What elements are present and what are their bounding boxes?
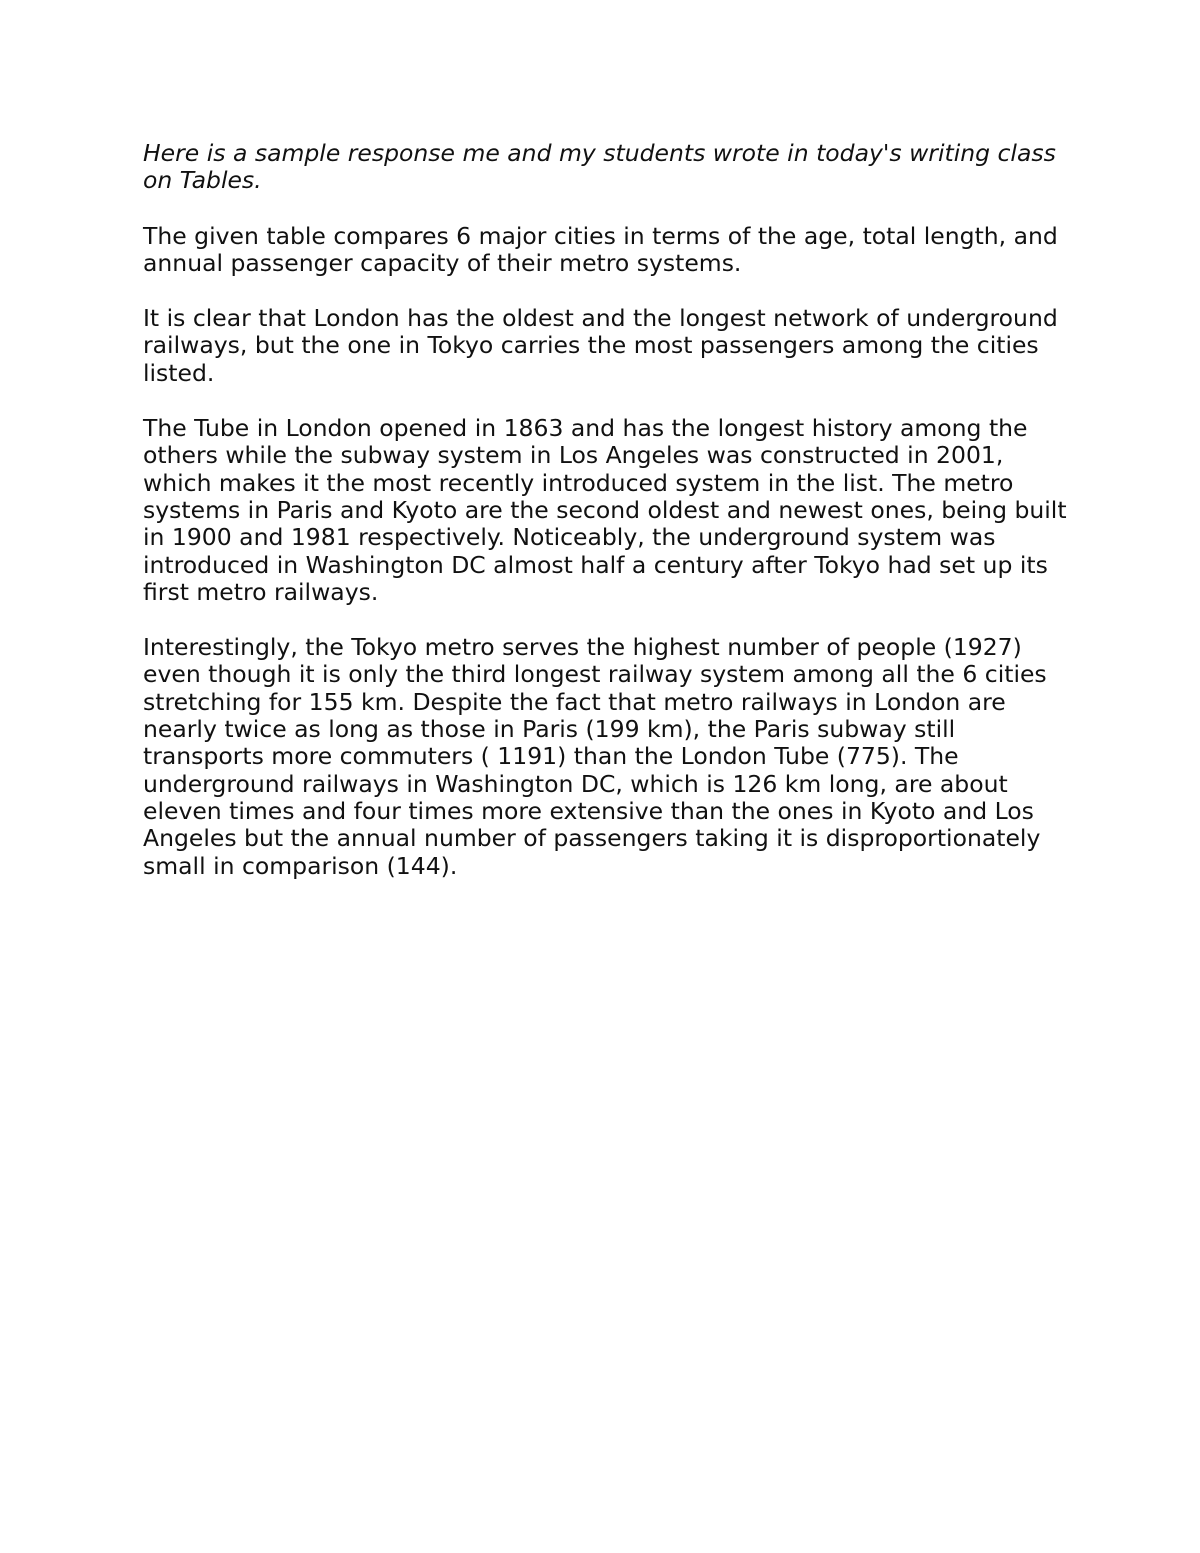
paragraph-key-features: It is clear that London has the oldest and the longest network of underground railways, but the one in Tokyo carries the most passengers among the cities listed.	[143, 304, 1058, 387]
intro-text: Here is a sample response me and my students wrote in today's writing class on Tables.	[143, 139, 1056, 195]
paragraph-overview-table: The given table compares 6 major cities in terms of the age, total length, and annual passenger capacity of their metro systems.	[143, 221, 1058, 277]
document-body	[143, 140, 1073, 908]
paragraph-opening-dates: The Tube in London opened in 1863 and has the longest history among the others while the subway system in Los Angeles was constructed in 2001, which makes it the most recently introduced system in the list. The metro systems in Paris and Kyoto are the second oldest and newest ones, being built in 1900 and 1981 respectively. Noticeably, the underground system was introduced in Washington DC almost half a century after Tokyo had set up its first metro railways.	[143, 414, 1067, 606]
paragraph-passengers-length: Interestingly, the Tokyo metro serves the highest number of people (1927) even though it is only the third longest railway system among all the 6 cities stretching for 155 km. Despite the fact that metro railways in London are nearly twice as long as those in Paris (199 km), the Paris subway still transports more commuters ( 1191) than the London Tube (775). The underground railways in Washington DC, which is 126 km long, are about eleven times and four times more extensive than the ones in Kyoto and Los Angeles but the annual number of passengers taking it is disproportionately small in comparison (144).	[143, 633, 1047, 880]
